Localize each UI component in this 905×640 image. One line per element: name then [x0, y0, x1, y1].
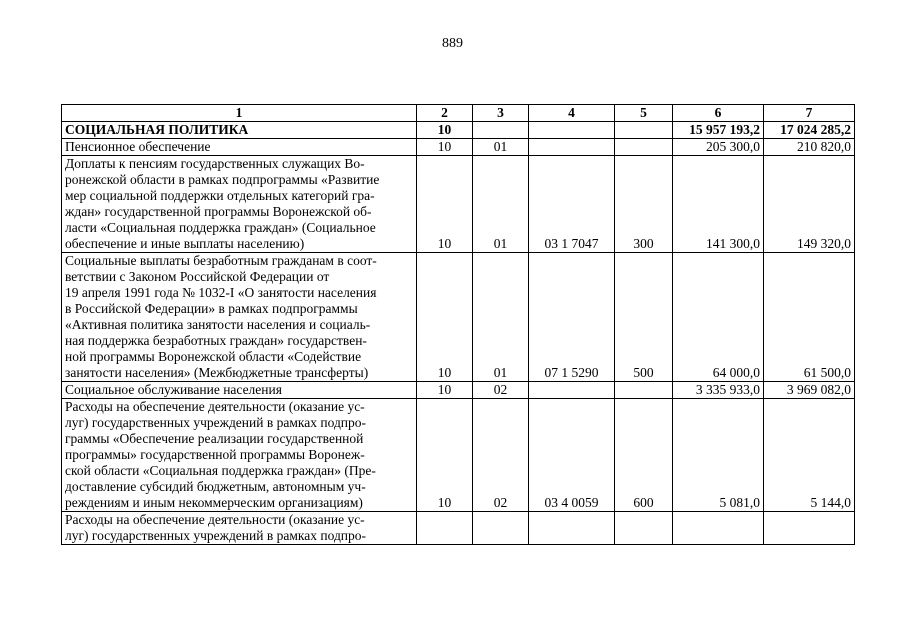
row-amount-col6: [673, 512, 764, 545]
row-amount-col7: 3 969 082,0: [764, 382, 855, 399]
row-amount-col6: 5 081,0: [673, 399, 764, 512]
row-amount-col7: [764, 512, 855, 545]
row-target-article: [529, 512, 615, 545]
row-target-article: 07 1 5290: [529, 253, 615, 382]
row-amount-col6: 3 335 933,0: [673, 382, 764, 399]
row-name: [62, 512, 417, 545]
table-row: [62, 253, 855, 382]
row-amount-col6: 64 000,0: [673, 253, 764, 382]
row-name-line: луг) государственных учреждений в рамках подпро-: [65, 528, 367, 543]
row-amount-col6: 15 957 193,2: [673, 122, 764, 139]
row-expense-type: 300: [615, 156, 673, 253]
row-expense-type: [615, 139, 673, 156]
header-cell-1: 1: [62, 105, 417, 122]
row-name-line: реждениям и иным некоммерческим организациям): [65, 495, 363, 510]
row-name: СОЦИАЛЬНАЯ ПОЛИТИКА: [62, 122, 417, 139]
header-cell-7: 7: [764, 105, 855, 122]
row-name-line: 19 апреля 1991 года № 1032-I «О занятости населения: [65, 285, 377, 300]
header-cell-6: 6: [673, 105, 764, 122]
row-expense-type: [615, 382, 673, 399]
row-section: 10: [417, 399, 473, 512]
row-section: 10: [417, 253, 473, 382]
table-row: [62, 122, 855, 139]
row-section: 10: [417, 382, 473, 399]
page-number: 889: [442, 36, 463, 51]
row-amount-col7: 17 024 285,2: [764, 122, 855, 139]
row-name-line: занятости населения» (Межбюджетные трансферты): [65, 365, 369, 380]
row-name: Пенсионное обеспечение: [62, 139, 417, 156]
row-name-line: Социальные выплаты безработным гражданам в соот-: [65, 253, 377, 268]
row-name-line: ронежской области в рамках подпрограммы «Развитие: [65, 172, 380, 187]
row-subsection: 02: [473, 382, 529, 399]
table-row: [62, 382, 855, 399]
row-name-line: в Российской Федерации» в рамках подпрограммы: [65, 301, 358, 316]
row-name: [62, 399, 417, 512]
table-row: [62, 139, 855, 156]
row-section: 10: [417, 122, 473, 139]
row-expense-type: [615, 122, 673, 139]
row-subsection: 01: [473, 156, 529, 253]
row-name-line: ной программы Воронежской области «Содействие: [65, 349, 362, 364]
row-name-line: граммы «Обеспечение реализации государственной: [65, 431, 364, 446]
header-row: [62, 105, 855, 122]
row-amount-col7: 149 320,0: [764, 156, 855, 253]
row-expense-type: 500: [615, 253, 673, 382]
row-name-line: программы» государственной программы Воронеж-: [65, 447, 365, 462]
row-name-line: обеспечение и иные выплаты населению): [65, 236, 305, 251]
header-cell-2: 2: [417, 105, 473, 122]
table-row: [62, 156, 855, 253]
header-cell-4: 4: [529, 105, 615, 122]
row-amount-col7: 210 820,0: [764, 139, 855, 156]
row-name-line: ветствии с Законом Российской Федерации от: [65, 269, 330, 284]
row-name-line: ждан» государственной программы Воронежской об-: [65, 204, 372, 219]
row-name-line: «Активная политика занятости населения и социаль-: [65, 317, 371, 332]
row-target-article: 03 1 7047: [529, 156, 615, 253]
row-target-article: 03 4 0059: [529, 399, 615, 512]
row-name-line: Расходы на обеспечение деятельности (оказание ус-: [65, 512, 365, 527]
row-name: [62, 253, 417, 382]
row-name-line: Доплаты к пенсиям государственных служащих Во-: [65, 156, 365, 171]
budget-table: [61, 104, 855, 545]
row-target-article: [529, 382, 615, 399]
row-expense-type: [615, 512, 673, 545]
row-name: [62, 156, 417, 253]
header-cell-5: 5: [615, 105, 673, 122]
header-cell-3: 3: [473, 105, 529, 122]
row-subsection: 02: [473, 399, 529, 512]
row-subsection: 01: [473, 253, 529, 382]
row-section: [417, 512, 473, 545]
row-subsection: [473, 512, 529, 545]
row-name: Социальное обслуживание населения: [62, 382, 417, 399]
row-name-line: ской области «Социальная поддержка граждан» (Пре-: [65, 463, 376, 478]
row-name-line: доставление субсидий бюджетным, автономным уч-: [65, 479, 366, 494]
table-row: [62, 512, 855, 545]
row-name-line: ная поддержка безработных граждан» государствен-: [65, 333, 367, 348]
row-target-article: [529, 122, 615, 139]
row-section: 10: [417, 139, 473, 156]
row-name-line: Расходы на обеспечение деятельности (оказание ус-: [65, 399, 365, 414]
row-subsection: [473, 122, 529, 139]
row-name-line: луг) государственных учреждений в рамках подпро-: [65, 415, 367, 430]
row-amount-col6: 141 300,0: [673, 156, 764, 253]
row-expense-type: 600: [615, 399, 673, 512]
row-section: 10: [417, 156, 473, 253]
table-row: [62, 399, 855, 512]
row-target-article: [529, 139, 615, 156]
row-name-line: ласти «Социальная поддержка граждан» (Социальное: [65, 220, 376, 235]
row-amount-col7: 5 144,0: [764, 399, 855, 512]
row-name-line: мер социальной поддержки отдельных категорий гра-: [65, 188, 375, 203]
row-amount-col7: 61 500,0: [764, 253, 855, 382]
row-subsection: 01: [473, 139, 529, 156]
row-amount-col6: 205 300,0: [673, 139, 764, 156]
